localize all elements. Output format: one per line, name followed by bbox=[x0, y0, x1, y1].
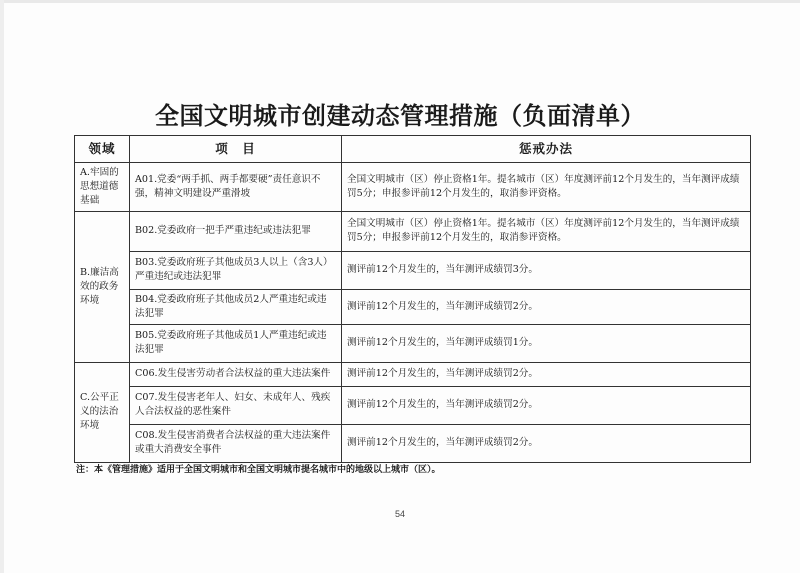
table-row bbox=[75, 362, 751, 386]
scan-edge-left bbox=[0, 0, 4, 573]
table-row bbox=[75, 386, 751, 424]
table-header-row bbox=[75, 136, 751, 163]
penalty-cell: 测评前12个月发生的，当年测评成绩罚1分。 bbox=[342, 324, 751, 362]
penalty-cell: 测评前12个月发生的，当年测评成绩罚2分。 bbox=[342, 289, 751, 324]
penalty-cell: 测评前12个月发生的，当年测评成绩罚2分。 bbox=[342, 386, 751, 424]
header-penalty: 惩戒办法 bbox=[342, 136, 751, 163]
scan-edge-top bbox=[0, 0, 800, 3]
item-cell: B02.党委政府一把手严重违纪或违法犯罪 bbox=[130, 211, 342, 251]
footnote: 注：本《管理措施》适用于全国文明城市和全国文明城市提名城市中的地级以上城市（区）。 bbox=[76, 465, 441, 475]
penalty-cell: 测评前12个月发生的，当年测评成绩罚2分。 bbox=[342, 424, 751, 462]
table-row bbox=[75, 424, 751, 462]
item-cell: C08.发生侵害消费者合法权益的重大违法案件或重大消费安全事件 bbox=[130, 424, 342, 462]
item-cell: A01.党委“两手抓、两手都要硬”责任意识不强，精神文明建设严重滑坡 bbox=[130, 163, 342, 212]
penalty-cell: 测评前12个月发生的，当年测评成绩罚3分。 bbox=[342, 251, 751, 289]
item-cell: B03.党委政府班子其他成员3人以上（含3人）严重违纪或违法犯罪 bbox=[130, 251, 342, 289]
page-number: 54 bbox=[394, 509, 405, 519]
domain-cell-a: A.牢固的思想道德基础 bbox=[75, 163, 130, 212]
item-cell: C07.发生侵害老年人、妇女、未成年人、残疾人合法权益的恶性案件 bbox=[130, 386, 342, 424]
table-row bbox=[75, 289, 751, 324]
table-row bbox=[75, 251, 751, 289]
header-domain: 领域 bbox=[75, 136, 130, 163]
item-cell: B05.党委政府班子其他成员1人严重违纪或违法犯罪 bbox=[130, 324, 342, 362]
table-row bbox=[75, 324, 751, 362]
table-row bbox=[75, 211, 751, 251]
domain-cell-b: B.廉洁高效的政务环境 bbox=[75, 211, 130, 362]
header-item: 项 目 bbox=[130, 136, 342, 163]
domain-cell-c: C.公平正义的法治环境 bbox=[75, 362, 130, 462]
page-title: 全国文明城市创建动态管理措施（负面清单） bbox=[155, 102, 645, 130]
item-cell: B04.党委政府班子其他成员2人严重违纪或违法犯罪 bbox=[130, 289, 342, 324]
penalty-cell: 全国文明城市（区）停止资格1年。提名城市（区）年度测评前12个月发生的，当年测评成绩罚5分；申报参评前12个月发生的，取消参评资格。 bbox=[342, 211, 751, 251]
table-row bbox=[75, 163, 751, 212]
negative-list-table bbox=[74, 135, 751, 463]
item-cell: C06.发生侵害劳动者合法权益的重大违法案件 bbox=[130, 362, 342, 386]
penalty-cell: 全国文明城市（区）停止资格1年。提名城市（区）年度测评前12个月发生的，当年测评成绩罚5分；申报参评前12个月发生的，取消参评资格。 bbox=[342, 163, 751, 212]
penalty-cell: 测评前12个月发生的，当年测评成绩罚2分。 bbox=[342, 362, 751, 386]
